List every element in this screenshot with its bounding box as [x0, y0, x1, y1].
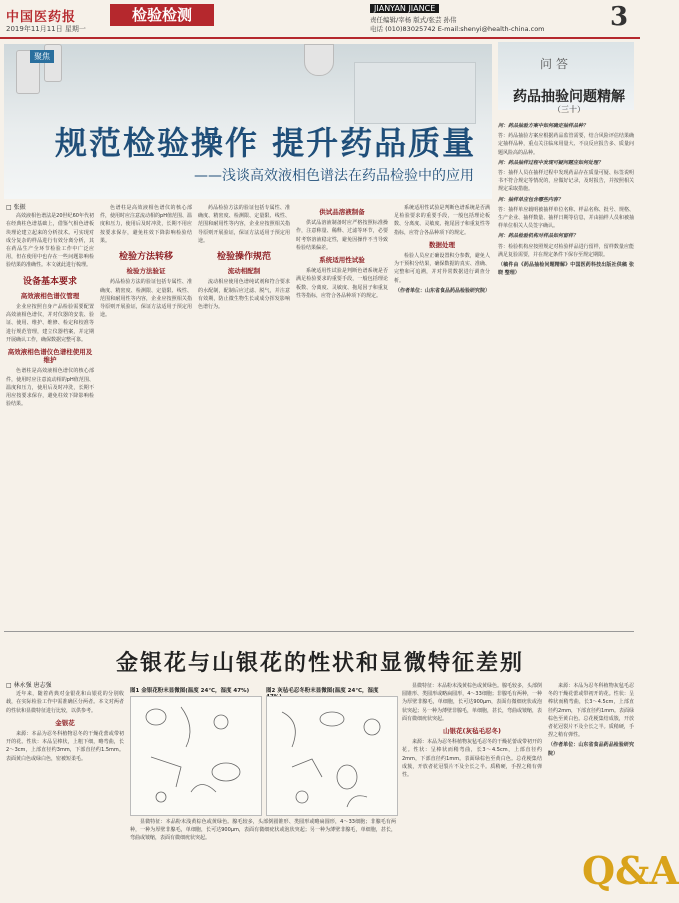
- lower-intro: 近年来，随着药典对金银花和山银花的分别收载，在实际检验工作中需准确区分两者。本文对两者的性状和显微特征进行比较，以供参考。: [6, 691, 124, 714]
- sub-heading: 供试品溶液制备: [319, 208, 365, 216]
- lower-column-3: [402, 682, 542, 898]
- qa-answer: 答：检验机构应按照规定对检验样品进行留样，留样数量应能满足复验需要，并在规定条件下保存至规定期限。: [498, 243, 634, 258]
- article-paragraph: 色谱柱是高效液相色谱仪的核心部件，使用时应注意流动相的pH值范围、温度和压力，使用后及时冲洗，长期不用应按要求保存，避免柱效下降影响检验结果。: [100, 205, 192, 244]
- qa-question: 问：药品抽验方案中如何确定抽样品种？: [498, 123, 589, 129]
- hero-title: 规范检验操作 提升药品质量: [55, 124, 477, 162]
- article-column-4: [296, 204, 388, 626]
- sub-heading: 金银花: [55, 718, 75, 727]
- lower-paragraph: 显微特征：本品粉末浅黄棕色或黄绿色。腺毛较多，头部倒圆锥形、类圆形或略扁圆形，4～33细胞；非腺毛有两种，一种为厚壁非腺毛，单细胞，长可达900μm，表面有微细疣状或泡状突起；另一种为薄壁非腺毛，单细胞，甚长，弯曲或皱缩，表面有微细疣状突起。: [130, 819, 396, 842]
- article-paragraph: 系统适用性试验是判断色谱系统是否满足检验要求的重要手段，一般包括理论板数、分离度、灵敏度、拖尾因子和重复性等指标，应符合各品种项下的规定。: [296, 268, 388, 299]
- article-paragraph: 色谱柱是高效液相色谱仪的核心部件，使用时应注意流动相的pH值范围、温度和压力，使用后及时冲洗，长期不用应按要求保存，避免柱效下降影响检验结果。: [6, 368, 94, 408]
- qa-answer: 答：药品抽验方案应根据药品监管需要，结合风险评估结果确定抽样品种，重点关注临床用量大、不良反应报告多、质量问题风险高的品种。: [498, 133, 634, 156]
- article-column-1: [6, 204, 94, 626]
- hero-kicker: 聚焦: [30, 50, 54, 63]
- qa-question: 问：药品检验机构对样品如何留样？: [498, 233, 579, 240]
- article-paragraph: 系统适用性试验是判断色谱系统是否满足检验要求的重要手段，一般包括理论板数、分离度、灵敏度、拖尾因子和重复性等指标，应符合各品种项下的规定。: [394, 205, 490, 236]
- lower-article-author: □ 林永强 唐志强: [6, 682, 52, 689]
- micrograph-drawing-icon: [131, 697, 261, 815]
- section-heading: 检验操作规范: [216, 252, 271, 263]
- micrograph-drawing-icon: [267, 697, 397, 815]
- section-title-en: JIANYAN JIANCE: [370, 4, 439, 13]
- instrument-icon: [304, 44, 334, 76]
- qa-question: 问：药品抽样过程中发现可疑问题应如何处理？: [498, 159, 604, 166]
- figure-2-micrograph: [266, 696, 398, 816]
- sub-heading: 流动相配制: [227, 267, 261, 276]
- article-column-2: [100, 204, 192, 626]
- article-paragraph: 流动相应使用色谱纯试剂和符合要求的水配制，配制后应过滤、脱气，并注意有效期，防止微生物生长或成分挥发影响色谱行为。: [198, 279, 290, 311]
- article-paragraph: 药品检验方法的验证包括专属性、准确度、精密度、检测限、定量限、线性、范围和耐用性等内容，企业应按照相关指导原则开展验证，保证方法适用于预定用途。: [198, 205, 290, 244]
- qa-issue-number: （三十）: [553, 105, 585, 114]
- issue-date: 2019年11月11日 星期一: [6, 25, 86, 33]
- lower-paragraph: 来源：本品为忍冬科植物忍冬的干燥花蕾或带初开的花。性状：本品呈棒状，上粗下细，略弯曲，长2～3cm，上部直径约3mm，下部直径约1.5mm。表面黄白色或绿白色，密被短柔毛。: [6, 731, 124, 762]
- figure-2-caption: 图2 灰毡毛忍冬粉末显微图(温度 24℃，湿度: [266, 688, 379, 694]
- figure-1-caption: 图1 金银花粉末显微图(温度 24℃，湿度 47%): [130, 688, 250, 694]
- article-paragraph: 检验人员应正确设置积分参数，避免人为干预积分结果，确保数据的真实、准确、完整和可追溯，并对异常数据进行调查分析。: [394, 253, 490, 284]
- editor-credits: 责任编辑/宰杨 版式/张芸 孙伟: [370, 16, 457, 24]
- sub-heading: 高效液相色谱仪管理: [20, 291, 80, 300]
- sub-heading: 高效液相色谱仪色谱柱使用及维护: [7, 348, 93, 365]
- sub-heading: 数据处理: [429, 240, 455, 249]
- section-divider: [4, 631, 634, 632]
- article-intro: 高效液相色谱法是20世纪60年代初在经典柱色谱基础上，借鉴气相色谱板块理论建立起来的分析技术。可实现对成分复杂的样品进行有效分离分析，其在药品生产全环节检验工作中广泛应用，但在使用中也存在一些问题影响检验结果的准确性。本文就此进行梳理。: [6, 213, 94, 269]
- article-column-3: [198, 204, 290, 626]
- sub-heading: 检验方法验证: [126, 267, 166, 276]
- lower-paragraph: 显微特征：本品粉末浅黄棕色或黄绿色。腺毛较多，头部倒圆锥形、类圆形或略扁圆形，4～33细胞；非腺毛有两种，一种为厚壁非腺毛，单细胞，长可达900μm，表面有微细疣状或泡状突起；另一种为薄壁非腺毛，单细胞，甚长，弯曲或皱缩，表面有微细疣状突起。: [402, 683, 543, 722]
- section-title: 检验检测: [110, 4, 214, 26]
- hero-subtitle: ——浅谈高效液相色谱法在药品检验中的应用: [194, 168, 474, 184]
- newspaper-logo: 中国医药报: [6, 10, 77, 25]
- qa-stamp-logo: Q&A: [582, 848, 679, 893]
- article-paragraph: 供试品溶液制备时应严格按照标准操作，注意称量、稀释、过滤等环节，必要时考察溶液稳定性，避免因操作不当导致检验结果偏差。: [296, 220, 388, 251]
- article-signature: （作者单位：山东省食品药品检验研究院）: [394, 287, 490, 294]
- lower-paragraph: 来源：本品为忍冬科植物灰毡毛忍冬的干燥花蕾或带初开的花。性状：呈棒状而稍弯曲，长3～4.5cm，上部直径约2mm，下部直径约1mm。表面绿棕色至黄白色。总花梗集结成簇，开放者花冠裂片不及全长之半。质稍硬，手捏之稍有弹性。: [402, 739, 543, 779]
- qa-answer: 答：抽样人员在抽样过程中发现药品存在质量可疑、标签说明书不符合规定等情况的，应做好记录，及时报告，并按照相关规定采取措施。: [498, 170, 634, 193]
- lower-column-1: [6, 682, 124, 898]
- lower-column-4: [548, 682, 634, 842]
- sub-heading: 山银花(灰毡毛忍冬): [443, 727, 501, 736]
- contact-info: 电话 (010)83025742 E-mail:shenyi@health-china.com: [370, 25, 545, 33]
- section-heading: 设备基本要求: [22, 276, 77, 287]
- article-paragraph: 企业应按照自身产品检验需要配置高效液相色谱仪，并对仪器的安装、验证、使用、维护、维修、检定和校准等进行规范管理，建立仪器档案，并定期开展确认工作，确保数据完整可靠。: [6, 304, 94, 343]
- article-paragraph: 药品检验方法的验证包括专属性、准确度、精密度、检测限、定量限、线性、范围和耐用性等内容，企业应按照相关指导原则开展验证，保证方法适用于预定用途。: [100, 279, 192, 319]
- qa-body: [498, 122, 634, 622]
- lower-paragraph: 来源：本品为忍冬科植物灰毡毛忍冬的干燥花蕾或带初开的花。性状：呈棒状而稍弯曲，长3～4.5cm，上部直径约2mm，下部直径约1mm。表面绿棕色至黄白色。总花梗集结成簇，开放者花冠裂片不及全长之半。质稍硬，手捏之稍有弹性。: [548, 683, 634, 739]
- header-rule: [0, 37, 640, 39]
- lower-column-2: [130, 818, 396, 898]
- qa-signature: （稿件由《药品抽检问题精解》中国医药科技出版社供稿 张晓 整理）: [498, 262, 634, 277]
- sub-heading: 系统适用性试验: [319, 256, 365, 265]
- qa-title: 药品抽验问题精解: [513, 89, 625, 105]
- lower-article-title: 金银花与山银花的性状和显微特征差别: [115, 650, 524, 676]
- qa-question: 问：抽样单应包含哪些内容？: [498, 196, 564, 203]
- section-heading: 检验方法转移: [118, 252, 173, 263]
- hplc-instrument-icon: [354, 62, 476, 124]
- article-author: □ 张振: [6, 204, 26, 211]
- lower-signature: （作者单位：山东省食品药品检验研究院）: [548, 742, 634, 757]
- figure-1-micrograph: [130, 696, 262, 816]
- qa-label: 问答: [540, 57, 573, 71]
- page-number: 3: [610, 2, 629, 32]
- article-column-5: [394, 204, 490, 626]
- qa-answer: 答：抽样单应载明被抽样单位名称、样品名称、批号、规格、生产企业、抽样数量、抽样日期等信息，并由抽样人员和被抽样单位相关人员签字确认。: [498, 206, 634, 230]
